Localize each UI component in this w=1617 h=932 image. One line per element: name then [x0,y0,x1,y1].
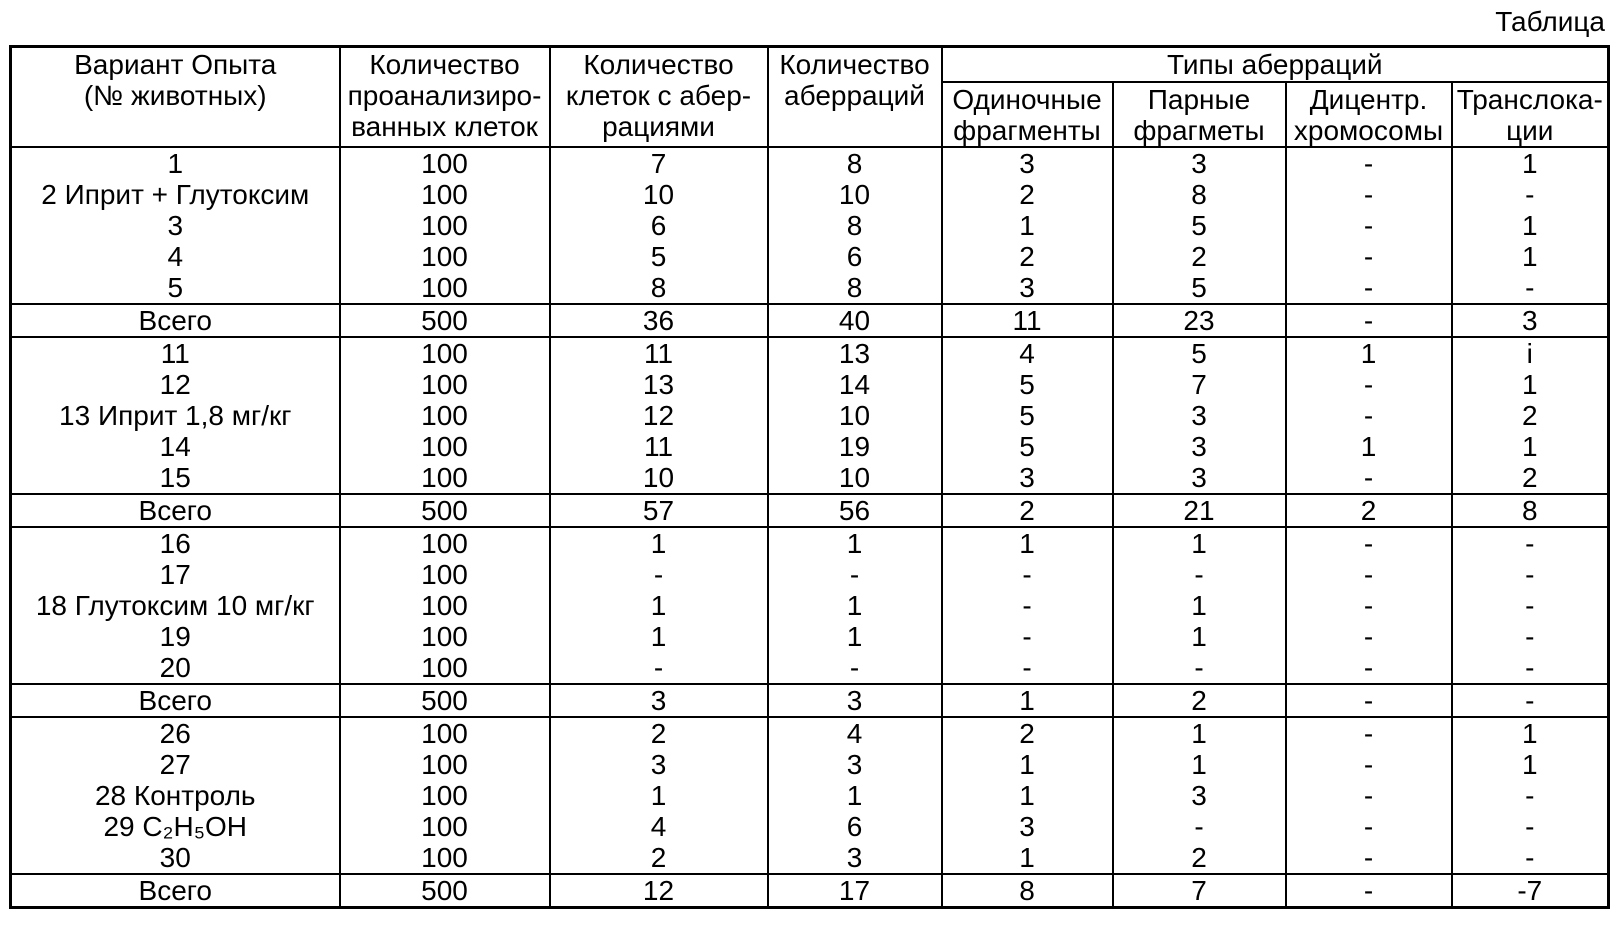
value-cell [1286,527,1452,684]
cell-line: 2 Иприт + Глутоксим [41,179,310,210]
cell-line: 1 [1521,369,1538,400]
cell-line: - [1525,811,1535,842]
cell-line: - [1363,652,1374,683]
total-value-cell: 500 [340,684,550,717]
cell-line: 16 [159,528,191,559]
value-cell [1452,337,1609,494]
cell-line: 100 [421,148,468,179]
cell-line: 3 [1191,400,1207,431]
cell-line: 13 Иприт 1,8 мг/кг [59,400,292,431]
cell-line: 17 [159,559,191,590]
header-row-1 [11,47,1609,83]
cell-line: 11 [643,338,674,369]
cell-line: 8 [650,272,667,303]
total-value-cell: 1 [942,684,1113,717]
cell-line: 2 [650,842,667,873]
cell-line: 4 [846,718,863,749]
cell-line: - [1363,369,1374,400]
cell-line: - [1525,590,1535,621]
cell-line: 8 [846,148,863,179]
value-cell [340,717,550,874]
cell-line: - [1363,210,1374,241]
table-block-row [11,147,1609,304]
cell-line: - [849,559,860,590]
total-row [11,874,1609,908]
cell-line: 11 [160,338,190,369]
cell-line: 100 [421,590,468,621]
header-aberration-types-group: Типы аберраций [942,47,1609,83]
total-value-cell: - [1452,684,1609,717]
cell-line: 2 [1191,241,1207,272]
total-value-cell: - [1286,874,1452,908]
cell-line: - [1022,590,1032,621]
value-cell [1113,527,1286,684]
cell-line: 10 [642,462,675,493]
total-value-cell: 3 [1452,304,1609,337]
cell-line: - [1363,559,1374,590]
cell-line: 15 [159,462,191,493]
cell-line: 2 [650,718,667,749]
cell-line: 100 [421,241,468,272]
total-value-cell: -7 [1452,874,1609,908]
cell-line: 13 [642,369,675,400]
cell-line: 3 [650,749,667,780]
cell-line: 10 [838,400,871,431]
table-caption: Таблица [1495,6,1605,37]
cell-line: 100 [421,462,468,493]
cell-line: - [1194,559,1204,590]
cell-line: 1 [1019,210,1035,241]
total-value-cell: 500 [340,494,550,527]
cell-line: 6 [846,811,863,842]
value-cell [768,527,942,684]
value-cell [942,337,1113,494]
total-value-cell: - [1286,304,1452,337]
cell-line: - [1525,842,1535,873]
cell-line: 5 [650,241,667,272]
cell-line: 8 [846,210,863,241]
cell-line: - [1525,272,1535,303]
header-paired-fragments: Парные фрагметы [1113,82,1286,147]
cell-line: 1 [650,590,667,621]
cell-line: 1 [1191,749,1207,780]
value-cell [550,527,768,684]
cell-line: - [1363,148,1374,179]
cell-line: - [1363,811,1374,842]
cell-line: 30 [159,842,191,873]
total-value-cell: 23 [1113,304,1286,337]
cell-line: 1 [1360,431,1377,462]
value-cell [550,337,768,494]
cell-line: 1 [846,528,863,559]
cell-line: 100 [421,718,468,749]
cell-line: 4 [650,811,667,842]
cell-line: 100 [421,338,468,369]
value-cell [942,717,1113,874]
cell-line: - [1363,462,1374,493]
cell-line: 4 [167,241,184,272]
cell-line: 100 [421,811,468,842]
cell-line: 14 [159,431,191,462]
cell-line: - [1363,842,1374,873]
total-value-cell: 57 [550,494,768,527]
total-row [11,304,1609,337]
cell-line: 1 [846,780,863,811]
value-cell [1113,337,1286,494]
cell-line: 1 [1191,621,1207,652]
cell-line: - [1022,621,1032,652]
cell-line: 2 [1019,718,1035,749]
value-cell [768,337,942,494]
cell-line: 20 [159,652,191,683]
cell-line: 2 [1019,179,1035,210]
cell-line: 2 [1191,842,1207,873]
total-row [11,684,1609,717]
value-cell [942,527,1113,684]
value-cell [340,337,550,494]
cell-line: 1 [846,590,863,621]
total-label-cell: Всего [11,494,340,527]
cell-line: 7 [650,148,667,179]
total-value-cell: 36 [550,304,768,337]
total-value-cell: 500 [340,874,550,908]
cell-line: - [1194,811,1204,842]
cell-line: - [1525,528,1535,559]
cell-line: - [1363,749,1374,780]
total-value-cell: 7 [1113,874,1286,908]
cell-line: 26 [159,718,191,749]
cell-line: - [1363,272,1374,303]
cell-line: 100 [421,528,468,559]
cell-line: 6 [846,241,863,272]
header-translocations: Транслока- ции [1452,82,1609,147]
cell-line: 1 [1019,749,1035,780]
total-value-cell: 2 [1286,494,1452,527]
cell-line: - [1363,590,1374,621]
total-value-cell: 2 [942,494,1113,527]
total-label-cell: Всего [11,304,340,337]
value-cell [1286,147,1452,304]
cell-line: 5 [1191,272,1207,303]
table-body [11,147,1609,908]
cell-line: 100 [421,842,468,873]
variant-cell [11,527,340,684]
cell-line: 1 [1191,718,1207,749]
cell-line: - [653,652,664,683]
cell-line: - [1363,621,1374,652]
cell-line: 3 [846,749,863,780]
cell-line: 3 [1019,148,1035,179]
cell-line: 100 [421,621,468,652]
total-value-cell: 8 [1452,494,1609,527]
cell-line: 5 [1019,369,1035,400]
total-value-cell: - [1286,684,1452,717]
cell-line: - [1363,528,1374,559]
total-value-cell: 56 [768,494,942,527]
cell-line: 1 [846,621,863,652]
cell-line: 100 [421,272,468,303]
total-value-cell: 3 [550,684,768,717]
cell-line: 100 [421,210,468,241]
cell-line: 5 [1019,400,1035,431]
cell-line: 10 [838,462,871,493]
cell-line: 14 [838,369,871,400]
variant-cell [11,337,340,494]
cell-line: 19 [159,621,191,652]
value-cell [768,717,942,874]
cell-line: 1 [1019,842,1035,873]
cell-line: 1 [1521,241,1538,272]
total-value-cell: 11 [942,304,1113,337]
cell-line: - [1022,559,1032,590]
cell-line: 5 [1191,210,1207,241]
value-cell [1452,527,1609,684]
cell-line: - [1363,241,1374,272]
cell-line: - [1363,400,1374,431]
cell-line: - [849,652,860,683]
cell-line: 10 [642,179,675,210]
cell-line: - [653,559,664,590]
table-block-row [11,337,1609,494]
cell-line: - [1525,179,1535,210]
cell-line: 2 [1521,462,1538,493]
cell-line: 100 [421,431,468,462]
cell-line: 7 [1191,369,1207,400]
cell-line: - [1022,652,1032,683]
cell-line: 5 [1019,431,1035,462]
value-cell [1286,337,1452,494]
cell-line: 1 [1019,528,1035,559]
cell-line: 11 [643,431,674,462]
cell-line: 8 [1191,179,1207,210]
cell-line: 8 [846,272,863,303]
cell-line: 100 [421,369,468,400]
cell-line: 6 [650,210,667,241]
total-value-cell: 12 [550,874,768,908]
variant-cell [11,717,340,874]
value-cell [1452,717,1609,874]
cell-line: - [1525,780,1535,811]
cell-line: 13 [838,338,871,369]
cell-line: 12 [159,369,191,400]
table-block-row [11,717,1609,874]
cell-line: 3 [1191,148,1207,179]
header-single-fragments: Одиночные фрагменты [942,82,1113,147]
cell-line: 3 [1191,431,1207,462]
value-cell [340,147,550,304]
cell-line: 1 [650,528,667,559]
total-value-cell: 500 [340,304,550,337]
cell-line: - [1525,652,1535,683]
header-aberrations-count: Количество аберраций [768,47,942,148]
header-analyzed-cells: Количество проанализиро- ванных клеток [340,47,550,148]
value-cell [768,147,942,304]
cell-line: 12 [642,400,675,431]
total-label-cell: Всего [11,684,340,717]
cell-line: 2 [1521,400,1538,431]
cell-line: - [1363,718,1374,749]
value-cell [1452,147,1609,304]
cell-line: 27 [159,749,191,780]
cell-line: - [1363,780,1374,811]
cell-line: 3 [1019,811,1035,842]
cell-line: 5 [167,272,184,303]
cell-line: 4 [1019,338,1035,369]
total-value-cell: 21 [1113,494,1286,527]
cell-line: 1 [1521,718,1538,749]
table-block-row [11,527,1609,684]
value-cell [550,147,768,304]
total-value-cell: 8 [942,874,1113,908]
cell-line: 1 [1019,780,1035,811]
total-row [11,494,1609,527]
total-value-cell: 2 [1113,684,1286,717]
cell-line: 10 [838,179,871,210]
cell-line: 19 [838,431,871,462]
cell-line: 1 [1521,210,1538,241]
cell-line: 1 [1521,148,1538,179]
cell-line: 1 [1191,590,1207,621]
cell-line: 2 [1019,241,1035,272]
variant-cell [11,147,340,304]
cell-line: 3 [167,210,184,241]
cell-line: 1 [1521,431,1538,462]
header-variant: Вариант Опыта (№ животных) [11,47,340,148]
cell-line: 1 [650,621,667,652]
value-cell [1286,717,1452,874]
header-cells-with-aberrations: Количество клеток с абер- рациями [550,47,768,148]
cell-line: 100 [421,652,468,683]
cell-line: 5 [1191,338,1207,369]
cell-line: 1 [1191,528,1207,559]
cell-line: i [1526,338,1533,369]
cell-line: - [1525,559,1535,590]
cell-line: 3 [1019,462,1035,493]
cell-line: 100 [421,400,468,431]
cell-line: 3 [1191,780,1207,811]
cell-line: 1 [1521,749,1538,780]
cell-line: 1 [167,148,184,179]
cell-line: 100 [421,780,468,811]
cell-line: 100 [421,179,468,210]
cell-line: 100 [421,559,468,590]
value-cell [1113,147,1286,304]
cell-line: 29 C₂H₅OH [103,811,247,842]
cell-line: - [1194,652,1204,683]
value-cell [340,527,550,684]
cell-line: 1 [650,780,667,811]
total-value-cell: 3 [768,684,942,717]
cell-line: 3 [1191,462,1207,493]
value-cell [942,147,1113,304]
cell-line: - [1525,621,1535,652]
total-value-cell: 17 [768,874,942,908]
value-cell [1113,717,1286,874]
cell-line: 1 [1360,338,1377,369]
value-cell [550,717,768,874]
cell-line: 3 [1019,272,1035,303]
total-label-cell: Всего [11,874,340,908]
header-dicentric-chromosomes: Дицентр. хромосомы [1286,82,1452,147]
aberrations-table [9,45,1610,909]
cell-line: 3 [846,842,863,873]
cell-line: 18 Глутоксим 10 мг/кг [35,590,315,621]
cell-line: - [1363,179,1374,210]
total-value-cell: 40 [768,304,942,337]
cell-line: 28 Контроль [94,780,256,811]
table-header [11,47,1609,148]
cell-line: 100 [421,749,468,780]
